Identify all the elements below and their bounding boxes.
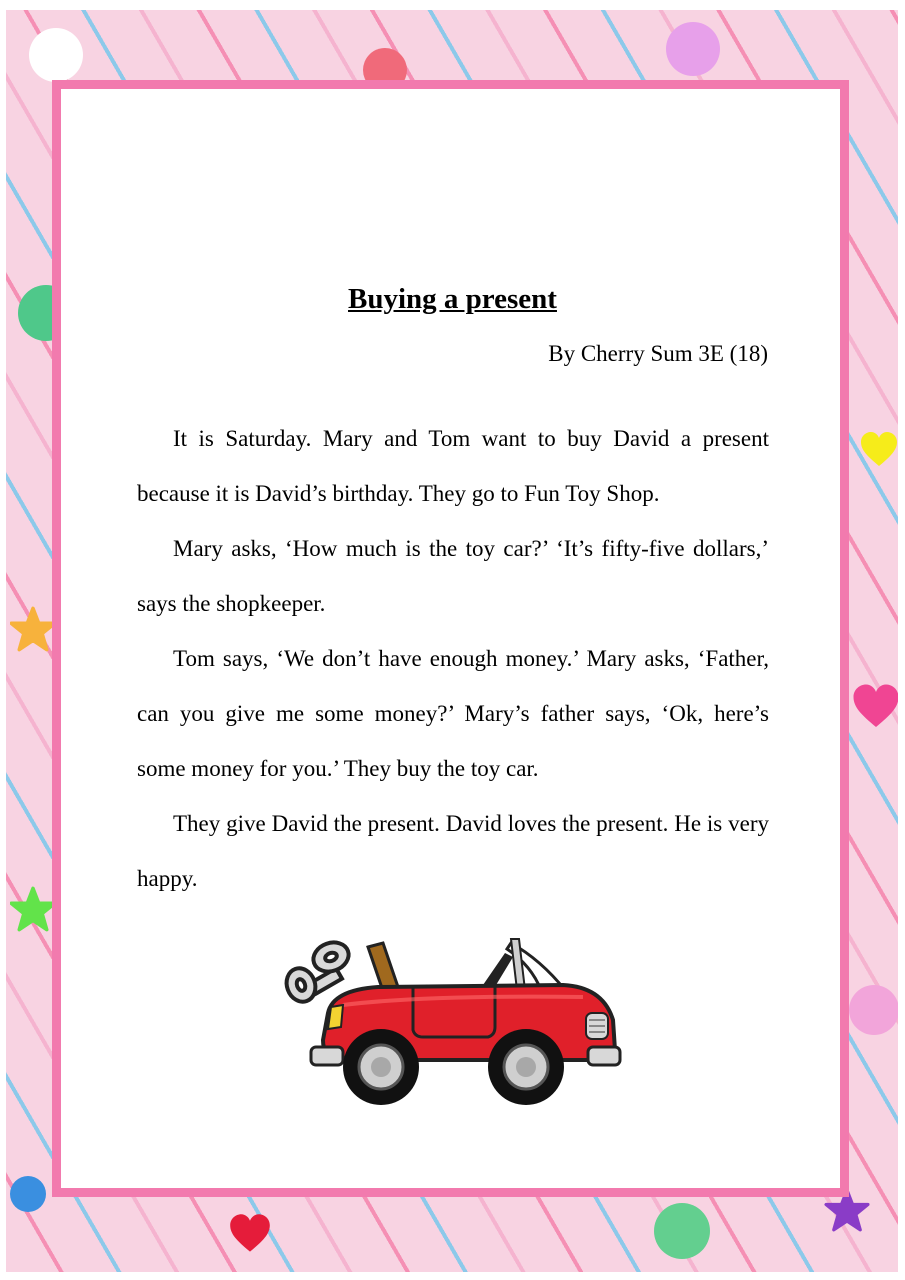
wheel (343, 1029, 419, 1105)
story-paragraph: Tom says, ‘We don’t have enough money.’ Mary asks, ‘Father, can you give me some money?’ Mary’s father says, ‘Ok, here’s some money for you.’ They buy the toy car. (137, 646, 769, 781)
dot-decoration (666, 22, 720, 76)
star-icon (10, 606, 56, 652)
story-title: Buying a present (348, 283, 557, 315)
dot-decoration (29, 28, 83, 82)
star-icon (10, 886, 56, 932)
wheel (488, 1029, 564, 1105)
story-body (137, 411, 769, 906)
heart-icon (228, 1212, 272, 1256)
heart-icon (851, 678, 898, 736)
story-paragraph: They give David the present. David loves the present. He is very happy. (137, 811, 769, 891)
toy-car-illustration (283, 935, 623, 1110)
story-paragraph: Mary asks, ‘How much is the toy car?’ ‘It’s fifty-five dollars,’ says the shopkeeper. (137, 536, 769, 616)
story-paragraph: It is Saturday. Mary and Tom want to buy David a present because it is David’s birthday. They go to Fun Toy Shop. (137, 426, 769, 506)
dot-decoration (10, 1176, 46, 1212)
dot-decoration (849, 985, 898, 1035)
author-byline: By Cherry Sum 3E (18) (548, 341, 768, 366)
dot-decoration (654, 1203, 710, 1259)
heart-icon (859, 430, 898, 470)
